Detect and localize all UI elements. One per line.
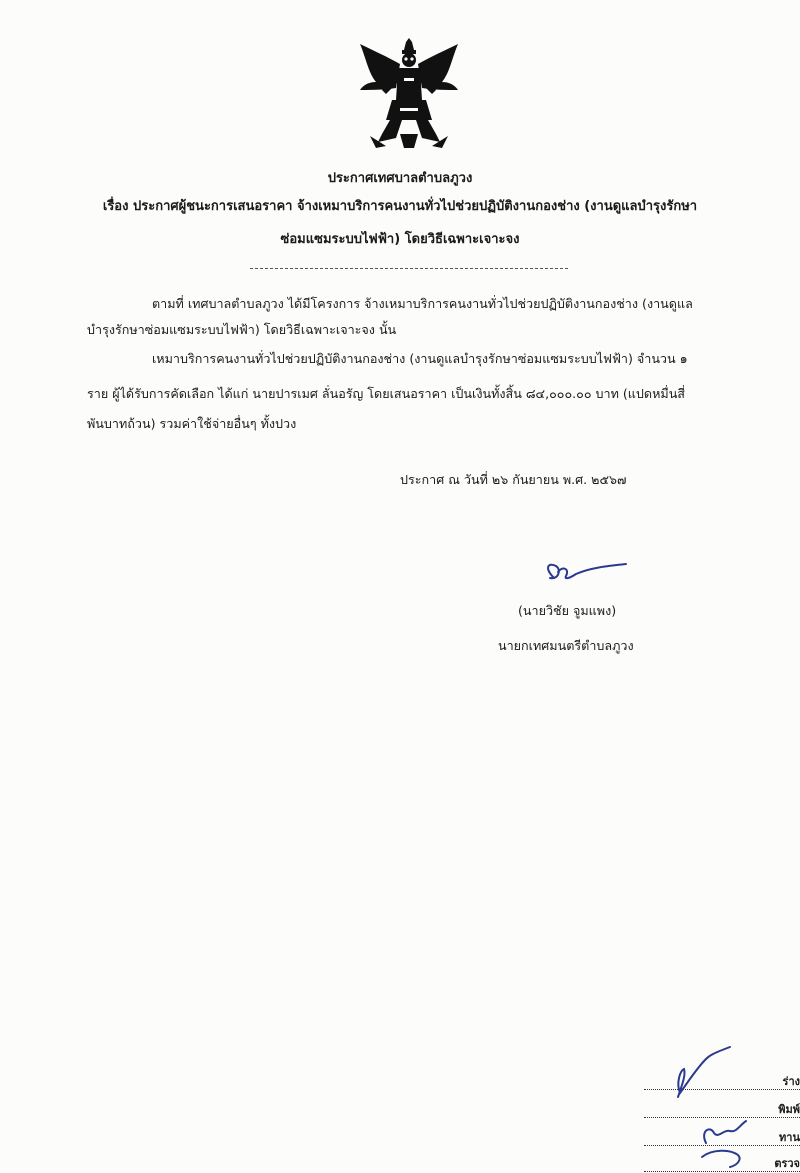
paragraph-2-line-3: พันบาทถ้วน) รวมค่าใช้จ่ายอื่นๆ ทั้งปวง: [87, 416, 297, 431]
subject-line-1: เรื่อง ประกาศผู้ชนะการเสนอราคา จ้างเหมาบริการคนงานทั่วไปช่วยปฏิบัติงานกองช่าง (งานดูแลบำรุงรักษา: [102, 199, 698, 214]
paragraph-2-line-1: เหมาบริการคนงานทั่วไปช่วยปฏิบัติงานกองช่าง (งานดูแลบำรุงรักษาซ่อมแซมระบบไฟฟ้า) จำนวน ๑: [152, 351, 688, 366]
initials-signature-icon: [640, 1045, 800, 1173]
paragraph-2-line-2: ราย ผู้ได้รับการคัดเลือก ได้แก่ นายปารเมศ ลั่นอรัญ โดยเสนอราคา เป็นเงินทั้งสิ้น ๘๔,๐๐๐.๐๐ บาท (แปดหมื่นสี่: [87, 386, 685, 401]
initial-label: ร่าง: [782, 1075, 800, 1088]
divider: [250, 268, 568, 269]
signer-name: (นายวิชัย จูมแพง): [518, 603, 617, 618]
initial-label: ตรวจ: [774, 1157, 800, 1170]
paragraph-1-line-2: บำรุงรักษาซ่อมแซมระบบไฟฟ้า) โดยวิธีเฉพาะเจาะจง นั้น: [87, 322, 397, 337]
paragraph-1-line-1: ตามที่ เทศบาลตำบลภูวง ได้มีโครงการ จ้างเหมาบริการคนงานทั่วไปช่วยปฏิบัติงานกองช่าง (งานดูแล: [152, 296, 693, 311]
signer-position: นายกเทศมนตรีตำบลภูวง: [498, 638, 634, 653]
initial-label: ทาน: [779, 1131, 800, 1144]
announcement-date: ประกาศ ณ วันที่ ๒๖ กันยายน พ.ศ. ๒๕๖๗: [400, 472, 627, 487]
subject-line-2: ซ่อมแซมระบบไฟฟ้า) โดยวิธีเฉพาะเจาะจง: [280, 232, 520, 247]
document-heading: ประกาศเทศบาลตำบลภูวง: [327, 171, 473, 186]
initials-block: [640, 1045, 800, 1173]
signature-icon: [540, 558, 630, 592]
initial-label: พิมพ์: [778, 1103, 800, 1116]
garuda-emblem-icon: [356, 38, 462, 150]
